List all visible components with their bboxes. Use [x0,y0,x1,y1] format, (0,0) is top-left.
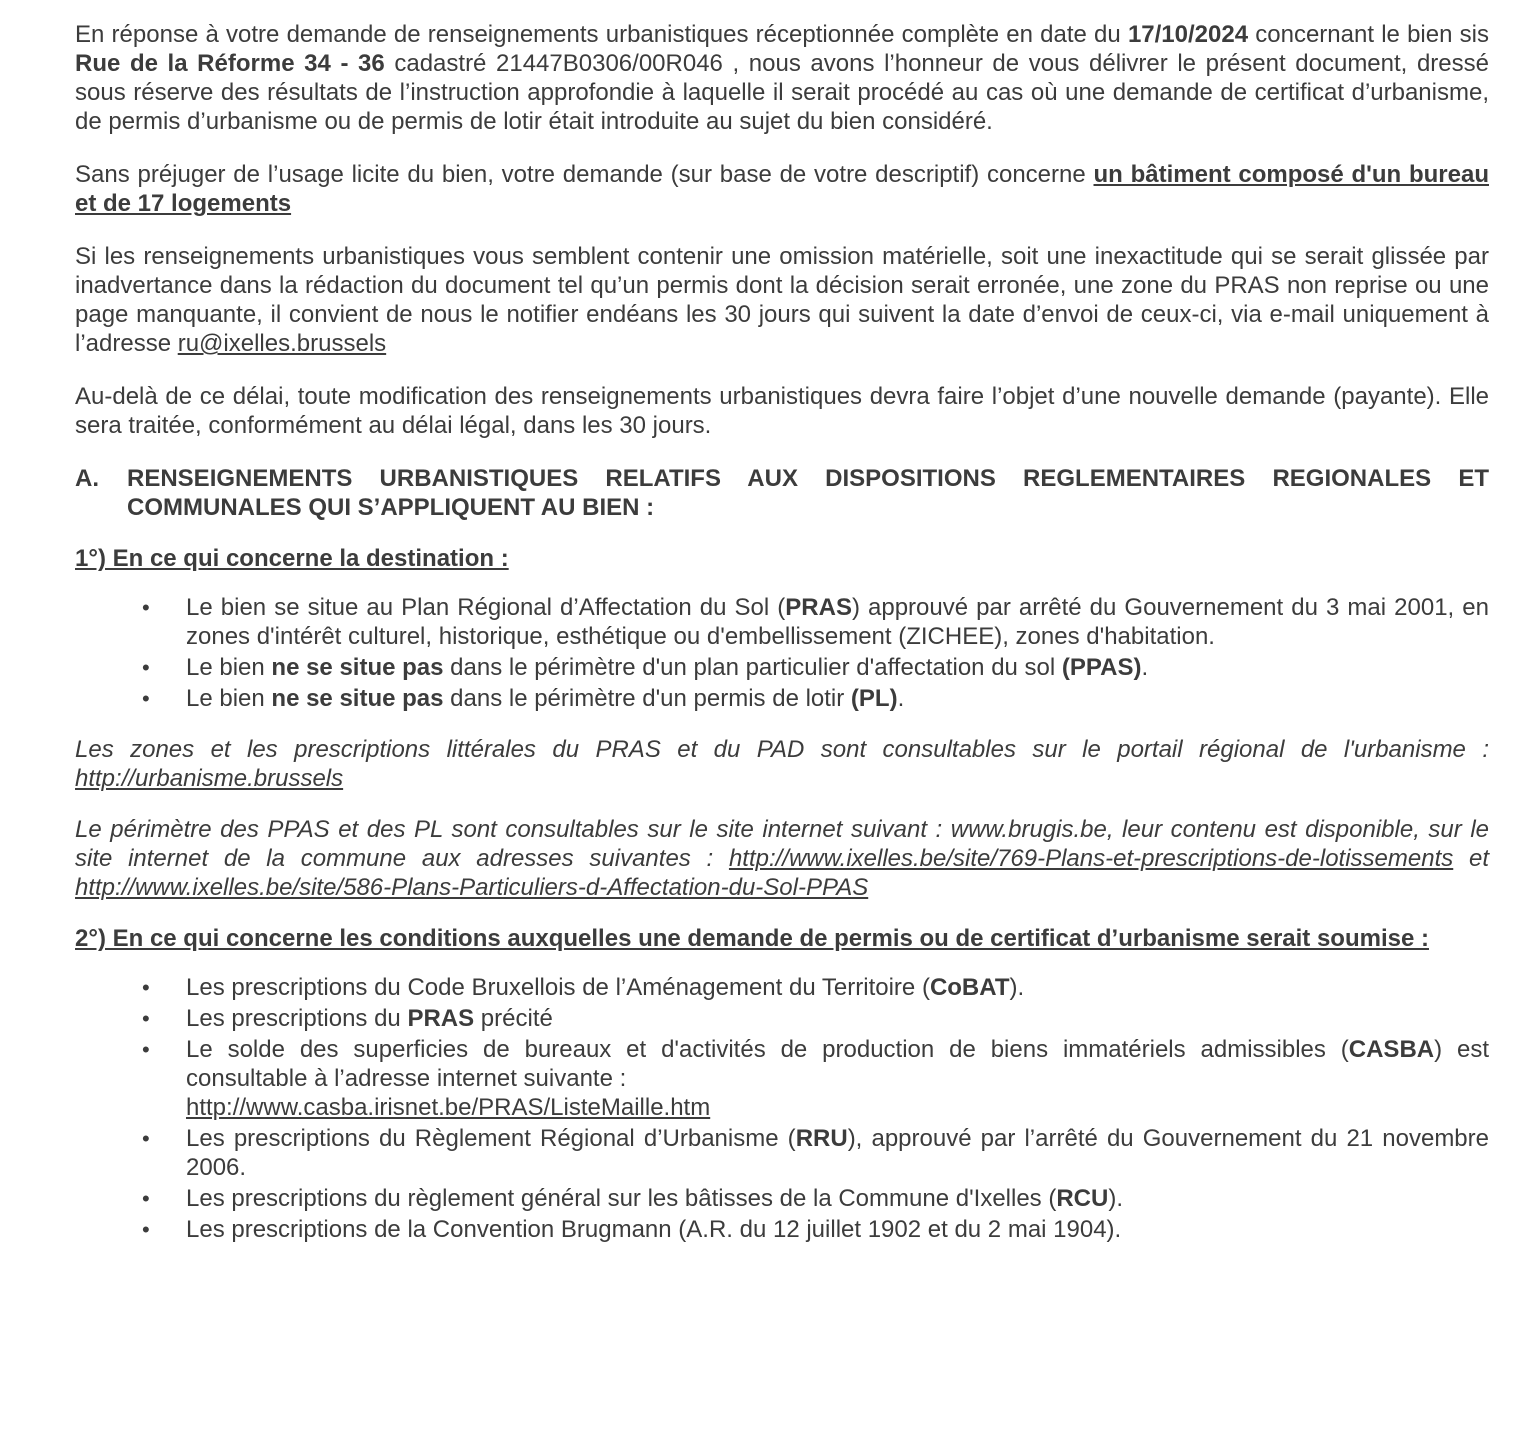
ixelles-586-link[interactable]: http://www.ixelles.be/site/586-Plans-Particuliers-d-Affectation-du-Sol-PPAS [75,874,869,901]
paragraph-omission: Si les renseignements urbanistiques vous semblent contenir une omission matérielle, soit une inexactitude qui se serait glissée par inadvertance dans la rédaction du document tel qu’un permis dont la décision serait erronée, une zone du PRAS non reprise ou une page manquante, il convient de nous le notifier endéans les 30 jours qui suivent la date d’envoi de ceux-ci, via e-mail uniquement à l’adresse ru@ixelles.brussels [75,243,1489,357]
section-a-title: RENSEIGNEMENTS URBANISTIQUES RELATIFS AUX DISPOSITIONS REGLEMENTAIRES REGIONALES ET COMMUNALES QUI S’APPLIQUENT AU BIEN : [127,465,1489,521]
subheading-destination: 1°) En ce qui concerne la destination : [75,545,509,572]
urbanisme-brussels-link[interactable]: http://urbanisme.brussels [75,765,344,792]
list-item: • Les prescriptions de la Convention Brugmann (A.R. du 12 juillet 1902 et du 2 mai 1904). [140,1215,1489,1244]
note-pras-pad: Les zones et les prescriptions littérales du PRAS et du PAD sont consultables sur le portail régional de l'urbanisme : http://urbanisme.brussels [75,736,1489,792]
list-item: • Le bien ne se situe pas dans le périmètre d'un permis de lotir (PL). [140,684,1489,713]
email-link[interactable]: ru@ixelles.brussels [177,330,387,357]
list-item: • Le bien se situe au Plan Régional d’Affectation du Sol (PRAS) approuvé par arrêté du Gouvernement du 3 mai 2001, en zones d'intérêt culturel, historique, esthétique ou d'embellissement (ZICHEE), zones d'habitation. [140,593,1489,651]
list-item: • Les prescriptions du règlement général sur les bâtisses de la Commune d'Ixelles (RCU). [140,1184,1489,1213]
conditions-list [140,973,1489,1244]
note-ppas-pl: Le périmètre des PPAS et des PL sont consultables sur le site internet suivant : www.brugis.be, leur contenu est disponible, sur le site internet de la commune aux adresses suivantes : http://www.ixelles.be/site/769-Plans-et-prescriptions-de-lotissements et http://www.ixelles.be/site/586-Plans-Particuliers-d-Affectation-du-Sol-PPAS [75,816,1490,901]
list-item: • Les prescriptions du PRAS précité [140,1004,1489,1033]
paragraph-demande: Sans préjuger de l’usage licite du bien, votre demande (sur base de votre descriptif) concerne un bâtiment composé d'un bureau et de 17 logements [75,161,1489,217]
list-item: • Le bien ne se situe pas dans le périmètre d'un plan particulier d'affectation du sol (PPAS). [140,653,1489,682]
paragraph-intro: En réponse à votre demande de renseignements urbanistiques réceptionnée complète en date du 17/10/2024 concernant le bien sis Rue de la Réforme 34 - 36 cadastré 21447B0306/00R046 , nous avons l’honneur de vous délivrer le présent document, dressé sous réserve des résultats de l’instruction approfondie à laquelle il serait procédé au cas où une demande de certificat d’urbanisme, de permis d’urbanisme ou de permis de lotir était introduite au sujet du bien considéré. [75,21,1489,135]
list-item: • Les prescriptions du Règlement Régional d’Urbanisme (RRU), approuvé par l’arrêté du Gouvernement du 21 novembre 2006. [140,1124,1489,1182]
list-item: • Les prescriptions du Code Bruxellois de l’Aménagement du Territoire (CoBAT). [140,973,1489,1002]
paragraph-delai: Au-delà de ce délai, toute modification des renseignements urbanistiques devra faire l’objet d’une nouvelle demande (payante). Elle sera traitée, conformément au délai légal, dans les 30 jours. [75,383,1489,439]
section-a-heading [75,464,1489,522]
ixelles-769-link[interactable]: http://www.ixelles.be/site/769-Plans-et-prescriptions-de-lotissements [728,845,1454,872]
list-item: • Le solde des superficies de bureaux et d'activités de production de biens immatériels admissibles (CASBA) est consultable à l’adresse internet suivante : http://www.casba.irisnet.be/PRAS/ListeMaille.htm [140,1035,1489,1122]
destination-list [140,593,1489,713]
subheading-conditions: 2°) En ce qui concerne les conditions auxquelles une demande de permis ou de certificat d’urbanisme serait soumise : [75,925,1429,952]
section-a-label: A. [75,465,99,492]
casba-link[interactable]: http://www.casba.irisnet.be/PRAS/ListeMaille.htm [186,1094,711,1121]
